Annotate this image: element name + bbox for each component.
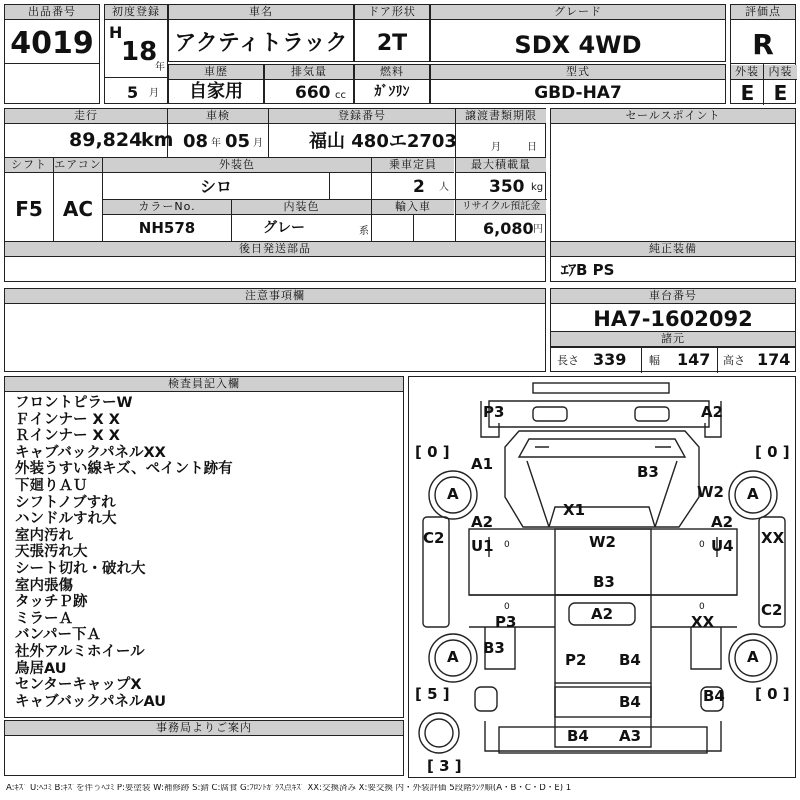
- inspector-note: 下廻りＡＵ: [15, 478, 88, 494]
- recycle-unit: 円: [533, 224, 543, 235]
- inspector-note: シート切れ・破れ大: [15, 561, 146, 577]
- first-registration-year: 18: [121, 37, 158, 67]
- mark-p3-top: P3: [483, 403, 505, 421]
- mark-a1: A1: [471, 455, 494, 473]
- mark-xx-right: XX: [761, 529, 785, 547]
- equipment: ｴｱB PS: [561, 261, 615, 279]
- caution-block: [4, 288, 546, 372]
- length-label: 長さ: [557, 354, 579, 367]
- capacity-label: 乗車定員: [372, 158, 454, 173]
- score-label: 評価点: [731, 5, 795, 20]
- inspector-note: タッチＰ跡: [15, 594, 88, 611]
- legend: A:ｷｽﾞ U:ﾍｺﾐ B:ｷｽﾞを伴うﾍｺﾐ P:要塗装 W:補修跡 S:錆 C:腐食 G:ﾌﾛﾝﾄｶﾞﾗｽ点ｷｽﾞ XX:交換済み X:要交換 内・外装評価 5段階ﾗﾝｸ順(A・B・C・D・E) 1: [6, 784, 572, 793]
- displacement-label: 排気量: [265, 65, 353, 80]
- door-type: 2T: [376, 31, 408, 56]
- month-unit: 月: [149, 88, 159, 99]
- history-label: 車歴: [169, 65, 263, 80]
- grade-label: グレード: [431, 5, 725, 20]
- exterior-label: 外装: [731, 65, 764, 80]
- inspection-month-unit: 月: [253, 138, 263, 149]
- car-name-label: 車名: [169, 5, 353, 20]
- mark-p2: P2: [565, 651, 587, 669]
- grade: SDX 4WD: [514, 31, 642, 59]
- displacement-cell: [264, 64, 354, 104]
- int-color-unit: 系: [359, 226, 369, 237]
- color-no-label: カラーNo.: [103, 200, 231, 215]
- transfer-month: 月: [491, 142, 501, 153]
- first-registration-month: 5: [127, 83, 139, 102]
- inspection-year: 08: [183, 131, 209, 152]
- load-unit: kg: [531, 182, 544, 193]
- inspector-note: キャブバックパネルAU: [15, 693, 167, 710]
- model-label: 型式: [431, 65, 725, 80]
- mark-u1: U1: [471, 537, 494, 555]
- shift-label: シフト: [5, 158, 53, 173]
- mark-c2-left: C2: [423, 529, 445, 547]
- inspector-note: Ｆインナー X X: [15, 411, 120, 428]
- reg-number: 福山 480エ2703: [309, 131, 457, 152]
- caution-label: 注意事項欄: [5, 289, 545, 304]
- reg-number-label: 登録番号: [269, 109, 455, 124]
- office-block: [4, 720, 404, 776]
- fuel-label: 燃料: [355, 65, 429, 80]
- car-name: アクティトラック: [174, 31, 348, 56]
- transfer-deadline-label: 譲渡書類期限: [456, 109, 546, 124]
- office-label: 事務局よりご案内: [5, 721, 403, 736]
- lot-number-label: 出品番号: [5, 5, 99, 20]
- mark-u4: U4: [711, 537, 734, 555]
- chassis-block: [550, 288, 796, 372]
- history: 自家用: [189, 81, 243, 102]
- mark-a2-mid: A2: [591, 605, 614, 623]
- ac: AC: [62, 197, 94, 221]
- car-name-cell: [168, 4, 354, 62]
- mark-zero-mid-right: 0: [699, 602, 705, 612]
- tire-front-right-depth: [ 0 ]: [755, 443, 790, 461]
- mark-p3-mid: P3: [495, 613, 517, 631]
- ac-label: エアコン: [54, 158, 102, 171]
- tire-rear-right-depth: [ 0 ]: [755, 685, 790, 703]
- header-block: [4, 4, 796, 104]
- tire-spare-depth: [ 3 ]: [427, 757, 462, 775]
- later-parts-label: 後日発送部品: [5, 242, 545, 257]
- door-type-label: ドア形状: [355, 5, 429, 20]
- mark-b3-hood: B3: [637, 463, 659, 481]
- mileage-label: 走行: [5, 109, 167, 124]
- mark-b4-bottom: B4: [567, 727, 589, 745]
- width-label: 幅: [649, 354, 660, 367]
- mark-xx-mid: XX: [691, 613, 715, 631]
- inspector-block: [4, 376, 404, 718]
- inspector-note: 鳥居AU: [15, 660, 67, 677]
- inspector-note: キャブバックパネルXX: [15, 444, 166, 461]
- load-label: 最大積載量: [456, 158, 546, 173]
- model-cell: [430, 64, 726, 104]
- inspector-note: 社外アルミホイール: [15, 644, 145, 660]
- inspector-note: 室内汚れ: [15, 527, 73, 544]
- ext-color-label: 外装色: [103, 158, 371, 173]
- tire-front-left-depth: [ 0 ]: [415, 443, 450, 461]
- score: R: [752, 28, 774, 61]
- inspection-month: 05: [225, 131, 251, 152]
- wheel-fr-mark: A: [747, 485, 759, 503]
- mark-b4-bed: B4: [619, 651, 641, 669]
- import-label: 輸入車: [372, 200, 454, 215]
- grade-cell: [430, 4, 726, 62]
- inspection-label: 車検: [168, 109, 268, 124]
- damage-diagram: [408, 376, 796, 778]
- height-label: 高さ: [723, 354, 745, 367]
- mark-b4-rear: B4: [619, 693, 641, 711]
- color-no: NH578: [138, 219, 196, 237]
- inspector-note: 外装うすい線キズ、ペイント跡有: [15, 461, 233, 478]
- model-code: GBD-HA7: [534, 83, 622, 103]
- mark-zero-mid-left: 0: [504, 602, 510, 612]
- capacity: 2: [413, 177, 425, 197]
- mark-c2-right: C2: [761, 601, 783, 619]
- details-block: [4, 108, 546, 282]
- interior-grade: E: [773, 81, 788, 105]
- chassis-number: HA7-1602092: [593, 307, 753, 331]
- mark-w2-center: W2: [589, 533, 616, 551]
- inspector-note: バンパー下Ａ: [15, 627, 101, 644]
- shift: F5: [15, 197, 43, 221]
- sales-point-label: セールスポイント: [551, 109, 795, 124]
- first-registration-cell: [104, 4, 168, 104]
- mark-zero-left: 0: [504, 540, 510, 550]
- int-color: グレー: [263, 220, 305, 236]
- capacity-unit: 人: [439, 182, 449, 193]
- mark-a2-left: A2: [471, 513, 494, 531]
- fuel: ｶﾞｿﾘﾝ: [374, 84, 410, 100]
- wheel-rr-mark: A: [747, 648, 759, 666]
- specs-label: 諸元: [551, 331, 795, 347]
- chassis-label: 車台番号: [551, 289, 795, 304]
- displacement: 660: [295, 83, 331, 103]
- ext-color: シロ: [199, 177, 232, 196]
- door-type-cell: [354, 4, 430, 62]
- fuel-cell: [354, 64, 430, 104]
- era: H: [109, 23, 123, 42]
- inspector-note: Ｒインナー X X: [15, 428, 120, 445]
- transfer-day: 日: [527, 142, 537, 153]
- wheel-rl-mark: A: [447, 648, 459, 666]
- history-cell: [168, 64, 264, 104]
- load: 350: [489, 177, 525, 197]
- equipment-label: 純正装備: [551, 242, 795, 257]
- mark-b3-left: B3: [483, 639, 505, 657]
- mark-x1: X1: [563, 501, 586, 519]
- mark-a3-bottom: A3: [619, 727, 642, 745]
- inspector-note: ミラーＡ: [15, 610, 73, 627]
- inspector-note: シフトノブすれ: [15, 494, 116, 511]
- lot-number: 4019: [10, 26, 94, 61]
- wheel-fl-mark: A: [447, 485, 459, 503]
- mileage: 89,824: [69, 129, 143, 151]
- mark-a2-right: A2: [711, 513, 734, 531]
- displacement-unit: cc: [335, 90, 346, 101]
- interior-label: 内装: [764, 65, 797, 80]
- mark-zero-right: 0: [699, 540, 705, 550]
- inspector-label: 検査員記入欄: [5, 377, 403, 392]
- inspector-note: フロントピラーW: [15, 395, 133, 411]
- length: 339: [593, 350, 627, 369]
- recycle-label: リサイクル預託金: [456, 200, 546, 215]
- width: 147: [677, 350, 711, 369]
- mark-b3-mid: B3: [593, 573, 615, 591]
- exterior-grade: E: [740, 81, 755, 105]
- height: 174: [757, 350, 791, 369]
- sales-point-block: [550, 108, 796, 282]
- recycle-fee: 6,080: [483, 219, 534, 238]
- tire-rear-left-depth: [ 5 ]: [415, 685, 450, 703]
- mark-w2-right: W2: [697, 483, 724, 501]
- first-registration-label: 初度登録: [105, 5, 167, 20]
- lot-number-cell: [4, 4, 100, 104]
- mileage-unit: km: [141, 129, 174, 151]
- inspector-note: センターキャップX: [15, 677, 142, 694]
- inspector-note: 室内張傷: [15, 577, 73, 594]
- mark-b4-right: B4: [703, 687, 725, 705]
- inspection-year-unit: 年: [211, 138, 221, 149]
- inspector-note: ハンドルすれ大: [15, 511, 117, 528]
- score-cell: [730, 4, 796, 104]
- mark-a2-top: A2: [701, 403, 724, 421]
- year-unit: 年: [155, 62, 165, 73]
- int-color-label: 内装色: [232, 200, 371, 215]
- inspector-note: 天張汚れ大: [15, 544, 88, 561]
